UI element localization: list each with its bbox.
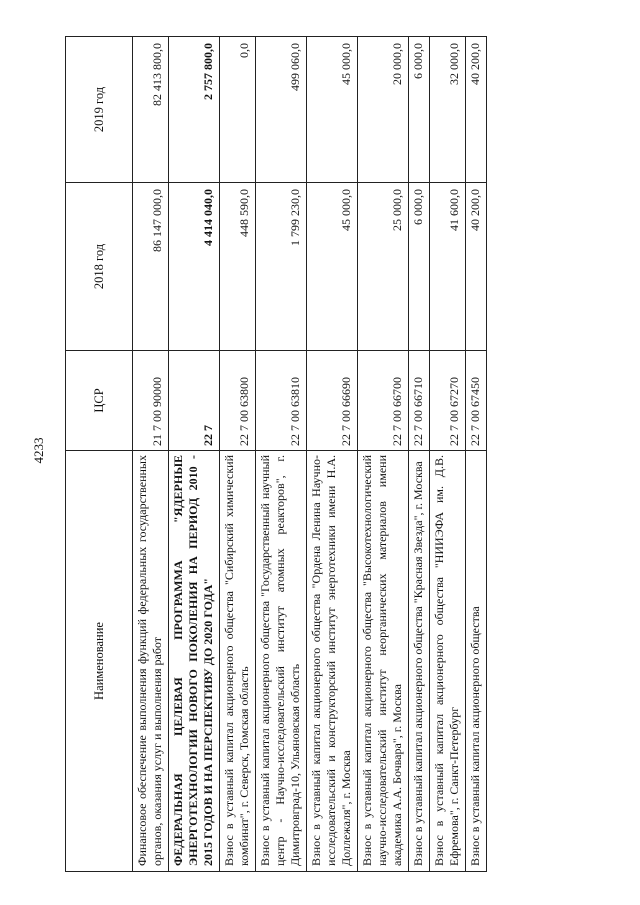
row-name: Взнос в уставный капитал акционерного общества "Красная Звезда", г. Москва <box>409 451 430 872</box>
row-value-2018: 25 000,0 <box>358 183 409 351</box>
header-2019: 2019 год <box>66 37 133 183</box>
row-name: Взнос в уставный капитал акционерного общества "Государственный научный центр - Научно-исследовательский институт атомных реакторов", г. Димитровград-10, Ульяновская область <box>256 451 307 872</box>
row-name: ФЕДЕРАЛЬНАЯ ЦЕЛЕВАЯ ПРОГРАММА "ЯДЕРНЫЕ ЭНЕРГОТЕХНОЛОГИИ НОВОГО ПОКОЛЕНИЯ НА ПЕРИОД 2010 - 2015 ГОДОВ И НА ПЕРСПЕКТИВУ ДО 2020 ГОДА" <box>169 451 220 872</box>
table-row <box>358 37 409 872</box>
row-value-2019: 40 200,0 <box>466 37 487 183</box>
table-row <box>169 37 220 872</box>
row-code: 22 7 00 63810 <box>256 351 307 451</box>
table-row <box>220 37 256 872</box>
row-code: 22 7 00 63800 <box>220 351 256 451</box>
row-name: Взнос в уставный капитал акционерного общества "Ордена Ленина Научно-исследовательский и конструкторский институт энерготехники имени Н.А. Доллежаля", г. Москва <box>307 451 358 872</box>
row-value-2019: 82 413 800,0 <box>133 37 169 183</box>
row-code: 21 7 00 90000 <box>133 351 169 451</box>
row-value-2019: 32 000,0 <box>430 37 466 183</box>
row-value-2018: 1 799 230,0 <box>256 183 307 351</box>
page-number: 4233 <box>31 437 46 464</box>
row-name: Взнос в уставный капитал акционерного общества "НИИЭФА им. Д.В. Ефремова", г. Санкт-Петербург <box>430 451 466 872</box>
row-value-2019: 2 757 800,0 <box>169 37 220 183</box>
row-value-2018: 40 200,0 <box>466 183 487 351</box>
header-code: ЦСР <box>66 351 133 451</box>
table-row <box>256 37 307 872</box>
row-code: 22 7 <box>169 351 220 451</box>
row-value-2018: 45 000,0 <box>307 183 358 351</box>
table-row <box>307 37 358 872</box>
row-code: 22 7 00 66700 <box>358 351 409 451</box>
row-value-2019: 499 060,0 <box>256 37 307 183</box>
row-value-2018: 41 600,0 <box>430 183 466 351</box>
table-row <box>430 37 466 872</box>
row-code: 22 7 00 67270 <box>430 351 466 451</box>
header-2018: 2018 год <box>66 183 133 351</box>
row-value-2019: 0,0 <box>220 37 256 183</box>
table-row <box>466 37 487 872</box>
row-value-2019: 20 000,0 <box>358 37 409 183</box>
row-name: Взнос в уставный капитал акционерного общества <box>466 451 487 872</box>
row-value-2018: 86 147 000,0 <box>133 183 169 351</box>
table-row <box>409 37 430 872</box>
table-row <box>133 37 169 872</box>
row-name: Взнос в уставный капитал акционерного общества "Сибирский химический комбинат", г. Северск, Томская область <box>220 451 256 872</box>
row-value-2019: 6 000,0 <box>409 37 430 183</box>
row-value-2018: 448 590,0 <box>220 183 256 351</box>
row-code: 22 7 00 66690 <box>307 351 358 451</box>
row-value-2019: 45 000,0 <box>307 37 358 183</box>
header-name: Наименование <box>66 451 133 872</box>
row-value-2018: 4 414 040,0 <box>169 183 220 351</box>
row-code: 22 7 00 67450 <box>466 351 487 451</box>
row-name: Взнос в уставный капитал акционерного общества "Высокотехнологический научно-исследовательский институт неорганических материалов имени академика А.А. Бочвара", г. Москва <box>358 451 409 872</box>
budget-table <box>65 36 487 872</box>
row-value-2018: 6 000,0 <box>409 183 430 351</box>
row-code: 22 7 00 66710 <box>409 351 430 451</box>
rotated-table-container <box>65 37 600 872</box>
table-header-row <box>66 37 133 872</box>
row-name: Финансовое обеспечение выполнения функций федеральных государственных органов, оказания услуг и выполнения работ <box>133 451 169 872</box>
